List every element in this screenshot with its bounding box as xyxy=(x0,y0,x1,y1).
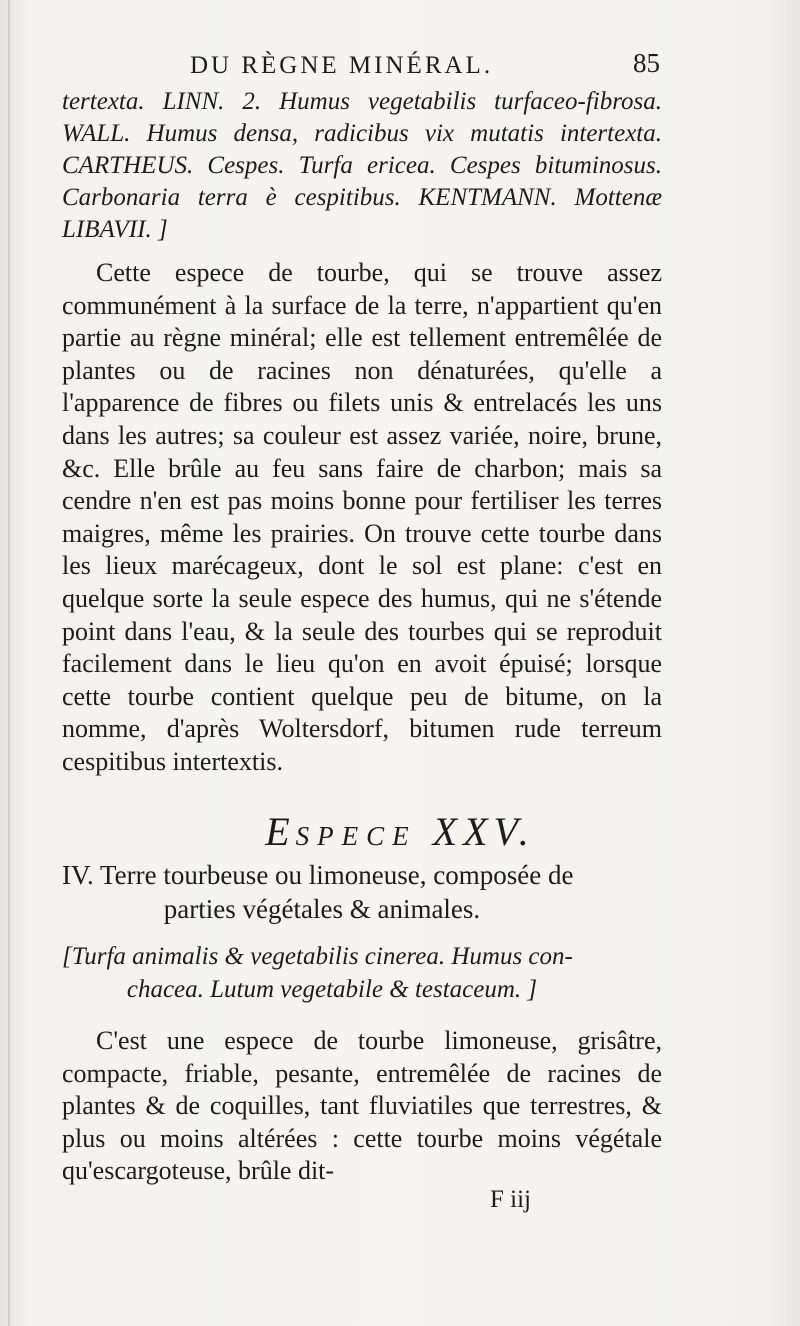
page-number: 85 xyxy=(633,48,660,78)
synonym-line1: [Turfa animalis & vegetabilis cinerea. Humus con- xyxy=(62,943,573,970)
section-heading-line1: IV. Terre tourbeuse ou limoneuse, composée de xyxy=(62,860,574,890)
paragraph-description xyxy=(62,257,662,779)
paragraph-description-2 xyxy=(62,1025,662,1188)
reference-block: tertexta. LINN. 2. Humus vegetabilis turfaceo-fibrosa. WALL. Humus densa, radicibus vix mutatis intertexta. CARTHEUS. Cespes. Turfa ericea. Cespes bituminosus. Carbonaria terra è cespitibus. KENTMANN. Mottenæ LIBAVII. ] xyxy=(62,88,662,243)
species-numeral: XXV. xyxy=(432,809,535,854)
section-heading-line2: parties végétales & animales. xyxy=(163,894,481,924)
paragraph-text: Cette espece de tourbe, qui se trouve assez communément à la surface de la terre, n'appartient qu'en partie au règne minéral; elle est tellement entremêlée de plantes ou de racines non dénaturées, qu'elle a l'apparence de fibres ou filets unis & entrelacés les uns dans les autres; sa couleur est assez variée, noire, brune, &c. Elle brûle au feu sans faire de charbon; mais sa cendre n'en est pas moins bonne pour fertiliser les terres maigres, même les prairies. On trouve cette tourbe dans les lieux marécageux, dont le sol est plane: c'est en quelque sorte la seule espece des humus, qui ne s'étende point dans l'eau, & la seule des tourbes qui se reproduit facilement dans le lieu qu'on en avoit épuisé; lorsque cette tourbe contient quelque peu de bitume, on la nomme, d'après Woltersdorf, bitumen rude terreum cespitibus intertextis. xyxy=(62,258,662,776)
section-heading xyxy=(62,858,662,926)
synonym-line2: chacea. Lutum vegetabile & testaceum. ] xyxy=(126,976,538,1003)
paragraph-text-2: C'est une espece de tourbe limoneuse, grisâtre, compacte, friable, pesante, entremêlée de racines de plantes & de coquilles, tant fluviatiles que terrestres, & plus ou moins altérées : cette tourbe moins végétale qu'escargoteuse, brûle dit- xyxy=(62,1026,662,1186)
page-gutter xyxy=(8,0,10,1326)
species-initial: E xyxy=(265,809,296,854)
synonym-block xyxy=(62,940,662,1006)
species-heading xyxy=(0,808,800,855)
signature-mark: F iij xyxy=(490,1186,531,1213)
running-title: DU RÈGNE MINÉRAL. xyxy=(190,52,494,79)
species-word: SPECE xyxy=(295,821,417,851)
